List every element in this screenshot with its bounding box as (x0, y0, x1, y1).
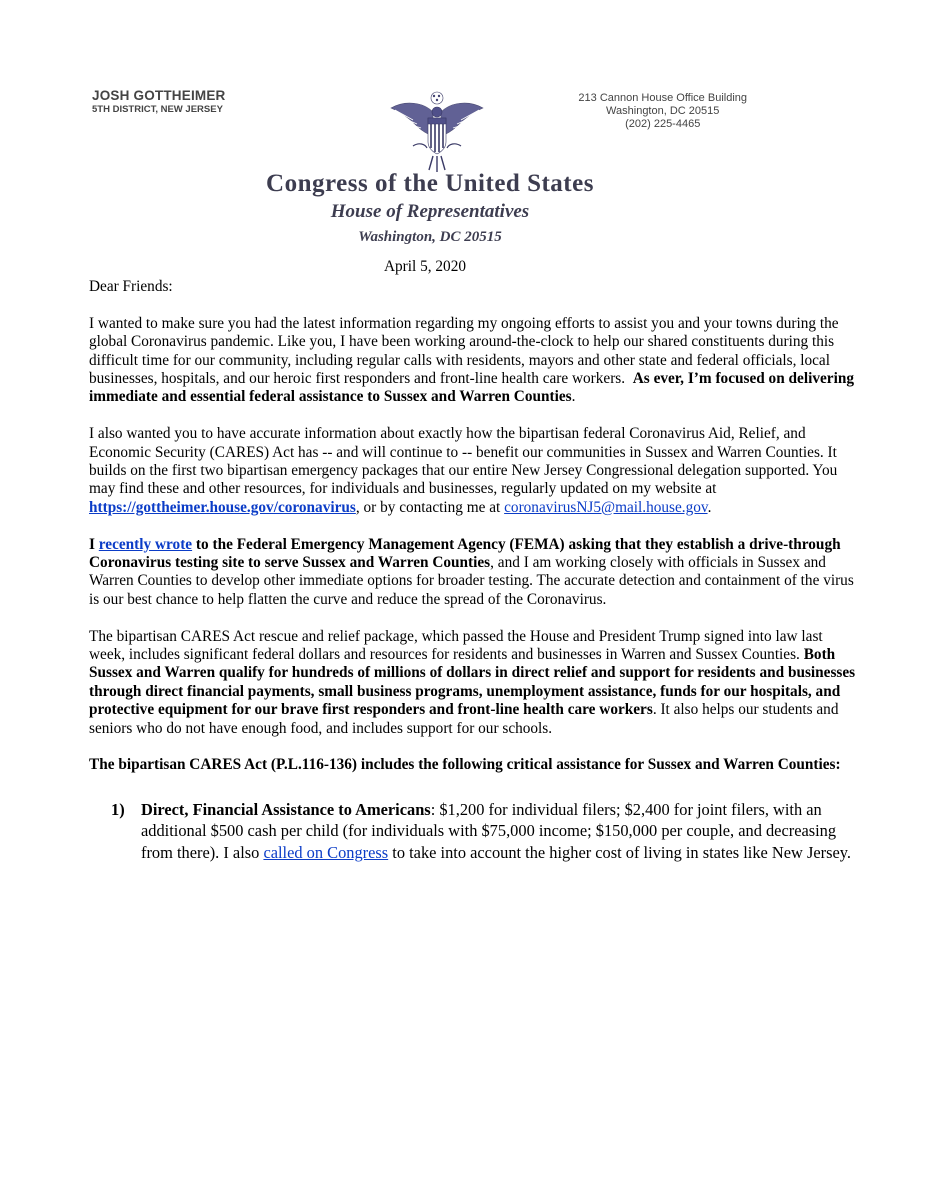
masthead-congress: Congress of the United States (266, 170, 594, 197)
paragraph-cares-info (89, 425, 859, 517)
paragraph-intro (89, 315, 859, 407)
paragraph-fema-text: , and I am working closely with officials in Sussex and Warren Counties to develop other immediate options for broader testing. The accurate detection and containment of the virus is our best chance to help flatten the curve and reduce the spread of the Coronavirus. (89, 554, 854, 608)
office-address-line2: Washington, DC 20515 (606, 105, 720, 117)
office-phone: (202) 225-4465 (625, 118, 701, 130)
masthead-city: Washington, DC 20515 (358, 229, 502, 245)
paragraph-relief-text: The bipartisan CARES Act rescue and relief package, which passed the House and President Trump signed into law last week, includes significant federal dollars and resources for residents and businesses in Warren and Sussex Counties. (89, 627, 823, 664)
paragraph-cares-text: I also wanted you to have accurate information about exactly how the bipartisan federal Coronavirus Aid, Relief, and Economic Security (CARES) Act has -- and will continue to -- benefit our communities in Sussex and Warren Counties. It builds on the first two bipartisan emergency packages that our entire New Jersey Congressional delegation supported. You may find these and other resources, for individuals and businesses, regularly updated on my website at (89, 425, 838, 498)
list-item-text: : $1,200 for individual filers; $2,400 for joint filers, with an additional $500 cash per child (for individuals with $75,000 income; $150,000 per couple, and decreasing from there). I also (141, 799, 837, 862)
email-link[interactable]: coronavirusNJ5@mail.house.gov (504, 498, 708, 516)
representative-block (92, 88, 226, 115)
recently-wrote-link[interactable]: recently wrote (98, 535, 193, 553)
representative-name: JOSH GOTTHEIMER (92, 88, 226, 103)
masthead-house: House of Representatives (330, 201, 530, 222)
list-item-title: Direct, Financial Assistance to Americans (141, 799, 431, 819)
paragraph-fema-start: I (89, 535, 95, 553)
masthead (230, 170, 630, 247)
great-seal-eagle-icon (383, 90, 491, 176)
letter-body (89, 278, 859, 863)
office-address-line1: 213 Cannon House Office Building (578, 92, 747, 104)
office-address-block (578, 92, 747, 131)
list-item-end: to take into account the higher cost of living in states like New Jersey. (392, 842, 851, 862)
website-link[interactable]: https://gottheimer.house.gov/coronavirus (89, 498, 356, 516)
paragraph-cares-mid: , or by contacting me at (355, 498, 501, 516)
salutation: Dear Friends: (89, 278, 173, 295)
called-on-congress-link[interactable]: called on Congress (263, 842, 389, 862)
paragraph-intro-text: I wanted to make sure you had the latest information regarding my ongoing efforts to assist you and your towns during the global Coronavirus pandemic. Like you, I have been working around-the-clock to help our shared constituents during this difficult time for our community, including regular calls with residents, mayors and other state and federal officials, local businesses, hospitals, and our heroic first responders and front-line health care workers. (89, 314, 839, 388)
list-item (89, 799, 859, 864)
letter-date: April 5, 2020 (383, 258, 466, 275)
representative-district: 5TH DISTRICT, NEW JERSEY (92, 104, 223, 115)
paragraph-fema-emphasis: to the Federal Emergency Management Agency (FEMA) asking that they establish a drive-through Coronavirus testing site to serve Sussex and Warren Counties (89, 535, 841, 572)
assistance-heading: The bipartisan CARES Act (P.L.116-136) includes the following critical assistance for Sussex and Warren Counties: (89, 756, 841, 774)
paragraph-cares-end: . (707, 498, 712, 516)
paragraph-intro-end: . (571, 388, 576, 406)
paragraph-relief (89, 628, 859, 738)
paragraph-intro-emphasis: As ever, I’m focused on delivering immediate and essential federal assistance to Sussex and Warren Counties (89, 370, 854, 406)
paragraph-relief-end: . It also helps our students and seniors who do not have enough food, and includes support for our schools. (89, 701, 839, 737)
list-item-number: 1) (111, 799, 125, 819)
paragraph-assistance-heading (89, 756, 859, 774)
paragraph-fema (89, 536, 859, 610)
paragraph-relief-emphasis: Both Sussex and Warren qualify for hundreds of millions of dollars in direct relief and support for residents and businesses through direct financial payments, small business programs, unemployment assistance, funds for our hospitals, and protective equipment for our brave first responders and front-line health care workers (89, 646, 856, 719)
